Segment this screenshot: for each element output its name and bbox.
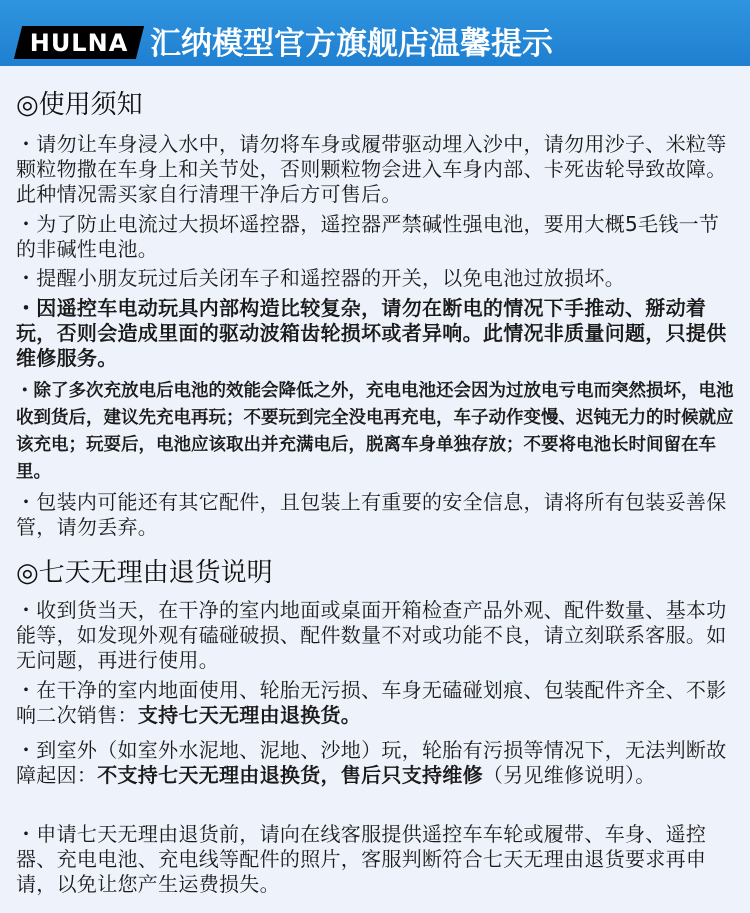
header-banner xyxy=(0,0,750,66)
usage-item-5: ・除了多次充放电后电池的效能会降低之外，充电电池还会因为过放电亏电而突然损坏，电池收到货后，建议先充电再玩；不要玩到完全没电再充电，车子动作变慢、迟钝无力的时候就应该充电；玩耍后，电池应该取出并充满电后，脱离车身单独存放；不要将电池长时间留在车里。 xyxy=(16,381,734,482)
returns-item-3-tail: （另见维修说明）。 xyxy=(482,763,656,787)
brand-logo-text: HULNA xyxy=(29,28,129,57)
returns-item-2 xyxy=(16,678,736,728)
brand-logo xyxy=(14,26,144,59)
usage-item-6: ・包装内可能还有其它配件，且包装上有重要的安全信息，请将所有包装妥善保管，请勿丢弃。 xyxy=(16,490,727,539)
page-title: 汇纳模型官方旗舰店温馨提示 xyxy=(150,26,553,62)
returns-item-2-emphasis: 支持七天无理由退换货。 xyxy=(137,703,362,727)
usage-section-title: ◎使用须知 xyxy=(16,90,143,120)
usage-item-2: ・为了防止电流过大损坏遥控器，遥控器严禁碱性强电池，要用大概5毛钱一节的非碱性电池。 xyxy=(16,212,720,261)
usage-item-4: ・因遥控车电动玩具内部构造比较复杂，请勿在断电的情况下手推动、掰动着玩，否则会造成里面的驱动波箱齿轮损坏或者异响。此情况非质量问题，只提供维修服务。 xyxy=(16,296,727,370)
returns-section-title: ◎七天无理由退货说明 xyxy=(16,558,273,588)
returns-item-2-text: ・在干净的室内地面使用、轮胎无污损、车身无磕碰划痕、包装配件齐全、不影响二次销售： xyxy=(16,678,727,727)
returns-item-1: ・收到货当天，在干净的室内地面或桌面开箱检查产品外观、配件数量、基本功能等，如发现外观有磕碰破损、配件数量不对或功能不良，请立刻联系客服。如无问题，再进行使用。 xyxy=(16,598,727,672)
returns-item-4: ・申请七天无理由退货前，请向在线客服提供遥控车车轮或履带、车身、遥控器、充电电池、充电线等配件的照片，客服判断符合七天无理由退货要求再申请，以免让您产生运费损失。 xyxy=(16,822,707,896)
returns-item-3 xyxy=(16,738,736,788)
usage-item-3: ・提醒小朋友玩过后关闭车子和遥控器的开关，以免电池过放损坏。 xyxy=(16,266,625,290)
returns-item-3-emphasis: 不支持七天无理由退换货，售后只支持维修 xyxy=(97,763,483,787)
returns-item-3-text: ・到室外（如室外水泥地、泥地、沙地）玩，轮胎有污损等情况下，无法判断故障起因： xyxy=(16,738,727,787)
usage-item-1: ・请勿让车身浸入水中，请勿将车身或履带驱动埋入沙中，请勿用沙子、米粒等颗粒物撒在车身上和关节处，否则颗粒物会进入车身内部、卡死齿轮导致故障。此种情况需买家自行清理干净后方可售后。 xyxy=(16,132,727,206)
